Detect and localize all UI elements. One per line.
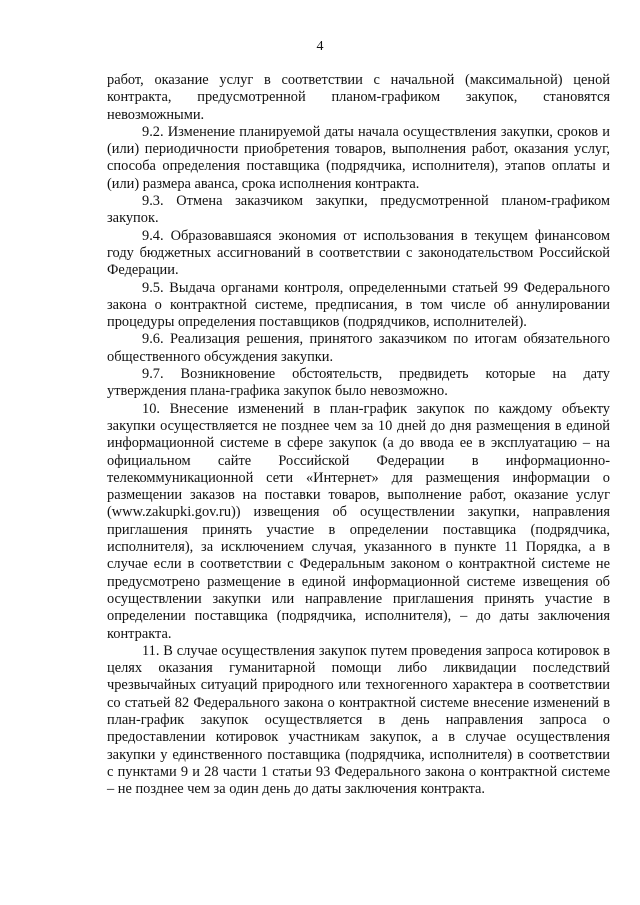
page-number: 4 [316, 39, 324, 54]
paragraph-9-1-continuation: работ, оказание услуг в соответствии с начальной (максимальной) ценой контракта, предусмотренной планом-графиком закупок, становятся невозможными. [107, 72, 610, 123]
paragraph-9-6: 9.6. Реализация решения, принятого заказчиком по итогам обязательного общественного обсуждения закупки. [107, 331, 610, 365]
document-body [107, 72, 610, 798]
paragraph-11: 11. В случае осуществления закупок путем проведения запроса котировок в целях оказания гуманитарной помощи либо ликвидации последствий чрезвычайных ситуаций природного или техногенного характера в соответствии со статьей 82 Федерального закона о контрактной системе внесение изменений в план-график закупок осуществляется в день направления запроса о предоставлении котировок участникам закупок, а в случае осуществления закупки у единственного поставщика (подрядчика, исполнителя) в соответствии с пунктами 9 и 28 части 1 статьи 93 Федерального закона о контрактной системе – не позднее чем за один день до даты заключения контракта. [107, 642, 610, 798]
paragraph-10: 10. Внесение изменений в план-график закупок по каждому объекту закупки осуществляется не позднее чем за 10 дней до дня размещения в единой информационной системе в сфере закупок (а до ввода ее в эксплуатацию – на официальном сайте Российской Федерации в информационно-телекоммуникационной сети «Интернет» для размещения информации о размещении заказов на поставки товаров, выполнение работ, оказание услуг (www.zakupki.gov.ru)) извещения об осуществлении закупки, направления приглашения принять участие в определении поставщика (подрядчика, исполнителя), за исключением случая, указанного в пункте 11 Порядка, а в случае если в соответствии с Федеральным законом о контрактной системе не предусмотрено размещение в единой информационной системе извещения об осуществлении закупки или направление приглашения принять участие в определении поставщика (подрядчика, исполнителя), – до даты заключения контракта. [107, 400, 610, 642]
paragraph-9-2: 9.2. Изменение планируемой даты начала осуществления закупки, сроков и (или) периодичности приобретения товаров, выполнения работ, оказания услуг, способа определения поставщика (подрядчика, исполнителя), этапов оплаты и (или) размера аванса, срока исполнения контракта. [107, 123, 610, 192]
paragraph-9-3: 9.3. Отмена заказчиком закупки, предусмотренной планом-графиком закупок. [107, 193, 610, 227]
paragraph-9-5: 9.5. Выдача органами контроля, определенными статьей 99 Федерального закона о контрактной системе, предписания, в том числе об аннулировании процедуры определения поставщиков (подрядчиков, исполнителей). [107, 279, 610, 331]
paragraph-9-7: 9.7. Возникновение обстоятельств, предвидеть которые на дату утверждения плана-графика закупок было невозможно. [107, 366, 610, 400]
paragraph-9-4: 9.4. Образовавшаяся экономия от использования в текущем финансовом году бюджетных ассигнований в соответствии с законодательством Российской Федерации. [107, 227, 610, 279]
